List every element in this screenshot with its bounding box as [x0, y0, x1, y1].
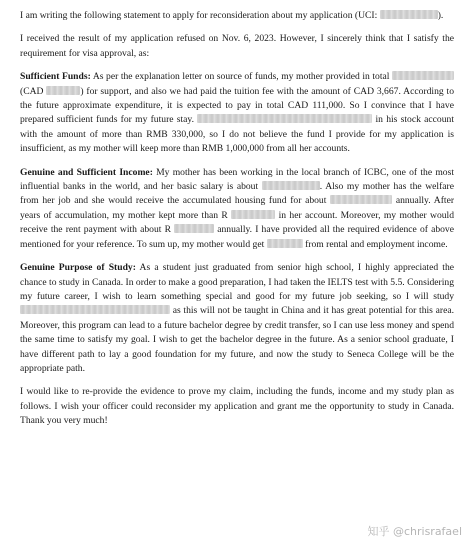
paragraph-closing: I would like to re-provide the evidence to prove my claim, including the funds, income and my study plan as follows. I wish your officer could reconsider my application and grant me the opportunity to study in Canada. Thank you very much! — [20, 386, 454, 427]
statement-document — [20, 9, 454, 438]
redacted-housing-fund — [330, 195, 392, 204]
funds-text-2: (CAD — [20, 85, 44, 97]
intro-text-end: ). — [437, 10, 444, 21]
income-text-2: . Also my mother has the welfare from her job and she would receive the accumulated housing fund for about — [20, 181, 454, 207]
heading-study-purpose: Genuine Purpose of Study: — [20, 262, 136, 274]
redacted-total-income — [267, 239, 303, 248]
paragraph-intro — [20, 9, 454, 23]
heading-sufficient-funds: Sufficient Funds: — [20, 71, 91, 83]
redacted-uci — [380, 10, 438, 19]
study-text-2: as this will not be taught in China and it has great potential for this area. Moreover, this program can lead to a future bachelor degree by credit transfer, so I can use less money and spend the same time to satisfy my goal. I wish to get the bachelor degree in the future. As a senior school graduate, I have different path to lay a good foundation for my future, and now the study to Seneca College will be the appropriate path. — [20, 305, 454, 374]
income-text-3: annually. After years of accumulation, my mother kept more than R — [20, 195, 455, 221]
redacted-stock-info — [197, 114, 372, 123]
study-text-1: As a student just graduated from senior high school, I highly appreciated the chance to study in Canada. In order to make a good preparation, I had taken the IELTS test with 5.5. Considering my future career, I wish to learn something special and good for my future job seeking, so I will study — [20, 262, 455, 302]
redacted-salary — [262, 181, 320, 190]
income-text-4: in her account. Moreover, my mother would receive the rent payment with about R — [20, 209, 455, 236]
paragraph-result: I received the result of my application refused on Nov. 6, 2023. However, I sincerely think that I satisfy the requirement for visa approval, as: — [20, 33, 454, 59]
redacted-amount-cad — [46, 86, 80, 95]
paragraph-sufficient-funds — [20, 70, 454, 156]
income-text-1: My mother has been working in the local branch of ICBC, one of the most influential banks in the world, and her basic salary is about — [20, 166, 454, 193]
funds-text-4: in his stock account with the amount of more than RMB 330,000, so I do not believe the fund I provide for my application is insufficient, as my mother will keep more than RMB 1,000,000 from all her accounts. — [20, 114, 454, 155]
income-text-5: annually. I have provided all the required evidence of above mentioned for your reference. To sum up, my mother would get — [20, 224, 454, 250]
paragraph-income — [20, 166, 454, 252]
intro-text: I am writing the following statement to apply for reconsideration about my application (UCI: — [20, 10, 378, 21]
heading-income: Genuine and Sufficient Income: — [20, 166, 153, 178]
funds-text-1: As per the explanation letter on source of funds, my mother provided in total — [90, 71, 390, 83]
redacted-amount-rmb — [392, 71, 454, 80]
income-text-6: from rental and employment income. — [305, 238, 448, 250]
redacted-savings — [231, 210, 275, 219]
paragraph-study-purpose — [20, 261, 454, 376]
redacted-program — [20, 305, 170, 314]
funds-text-3: ) for support, and also we had paid the tuition fee with the amount of CAD 3,667. According to the future approximate expenditure, it is expected to pay in total CAD 111,000. So I convince that I have prepared sufficient funds for my future stay. — [20, 85, 454, 126]
redacted-rent — [174, 224, 214, 233]
watermark: 知乎 @chrisrafael — [367, 525, 462, 538]
